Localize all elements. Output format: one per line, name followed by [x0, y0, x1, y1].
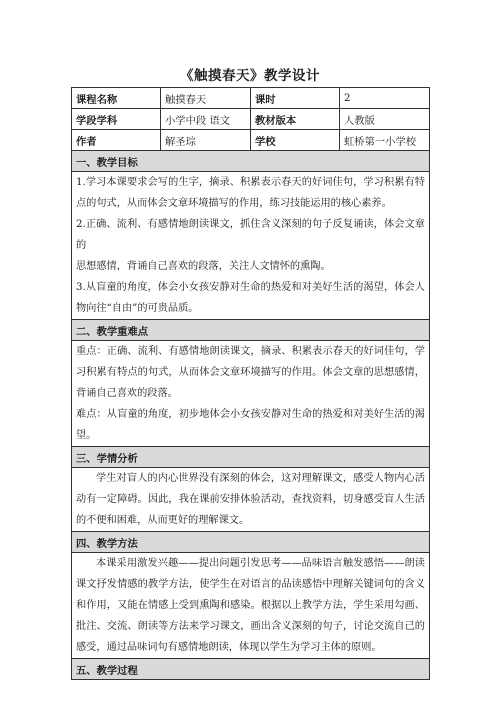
section-body-methods	[72, 553, 430, 659]
key-points-difficulty: 难点：从盲童的角度，初步地体会小女孩安静对生命的热爱和对美好生活的渴望。	[76, 409, 425, 441]
hours-label: 课时	[251, 88, 340, 109]
hours-value: 2	[340, 88, 430, 109]
process-heading: 五、教学过程	[72, 659, 430, 680]
meta-row-subject	[72, 109, 430, 130]
key-points-heading: 二、教学重难点	[72, 320, 430, 341]
section-body-key-points	[72, 341, 430, 447]
section-body-analysis	[72, 468, 430, 532]
section-header-key-points	[72, 320, 430, 341]
school-value: 虹桥第一小学校	[340, 130, 430, 151]
document-title: 《触摸春天》教学设计	[180, 68, 320, 84]
course-label: 课程名称	[72, 88, 161, 109]
author-label: 作者	[72, 130, 161, 151]
meta-row-course	[72, 88, 430, 109]
goals-item-1: 1.学习本课要求会写的生字，摘录、积累表示春天的好词佳句，学习积累有特点的句式，从而体会文章环境描写的作用，练习技能运用的核心素养。	[76, 177, 425, 209]
key-points-focus: 重点：正确、流利、有感情地朗读课文，摘录、积累表示春天的好词佳句，学习积累有特点的句式，从而体会文章环境描写的作用。体会文章的思想感情，背诵自己喜欢的段落。	[76, 346, 425, 399]
meta-row-author	[72, 130, 430, 151]
school-label: 学校	[251, 130, 340, 151]
subject-label: 学段学科	[72, 109, 161, 130]
goals-item-2-continued: 思想感情，背诵自己喜欢的段落，关注人文情怀的熏陶。	[76, 261, 331, 272]
analysis-heading: 三、学情分析	[72, 447, 430, 468]
section-header-process	[72, 659, 430, 680]
subject-value: 小学中段 语文	[161, 109, 251, 130]
section-body-goals	[72, 172, 430, 320]
course-value: 触摸春天	[161, 88, 251, 109]
edition-label: 教材版本	[251, 109, 340, 130]
methods-heading: 四、教学方法	[72, 532, 430, 553]
methods-text: 本课采用激发兴趣——提出问题引发思考——品味语言触发感悟——朗读课文抒发情感的教学方法，使学生在对语言的品读感悟中理解关键词句的含义和作用，又能在情感上受到熏陶和感染。根据以上教学方法，学生采用勾画、批注、交流、朗读等方法来学习课文，画出含义深刻的句子，讨论交流自己的感受，通过品味词句有感情地朗读，体现以学生为学习主体的原则。	[76, 558, 425, 653]
edition-value: 人教版	[340, 109, 430, 130]
section-header-methods	[72, 532, 430, 553]
author-value: 解圣琮	[161, 130, 251, 151]
goals-item-2: 2.正确、流利、有感情地朗读课文，抓住含义深刻的句子反复诵读，体会文章的	[76, 219, 425, 251]
goals-item-3: 3.从盲童的角度，体会小女孩安静对生命的热爱和对美好生活的渴望，体会人物向往“自由”的可贵品质。	[76, 282, 425, 314]
section-header-analysis	[72, 447, 430, 468]
section-header-goals	[72, 151, 430, 172]
goals-heading: 一、教学目标	[72, 151, 430, 172]
analysis-text: 学生对盲人的内心世界没有深刻的体会，这对理解课文，感受人物内心活动有一定障碍。因此，我在课前安排体验活动，查找资料，切身感受盲人生活的不便和困难，从而更好的理解课文。	[76, 473, 425, 526]
lesson-plan-table	[71, 87, 430, 680]
